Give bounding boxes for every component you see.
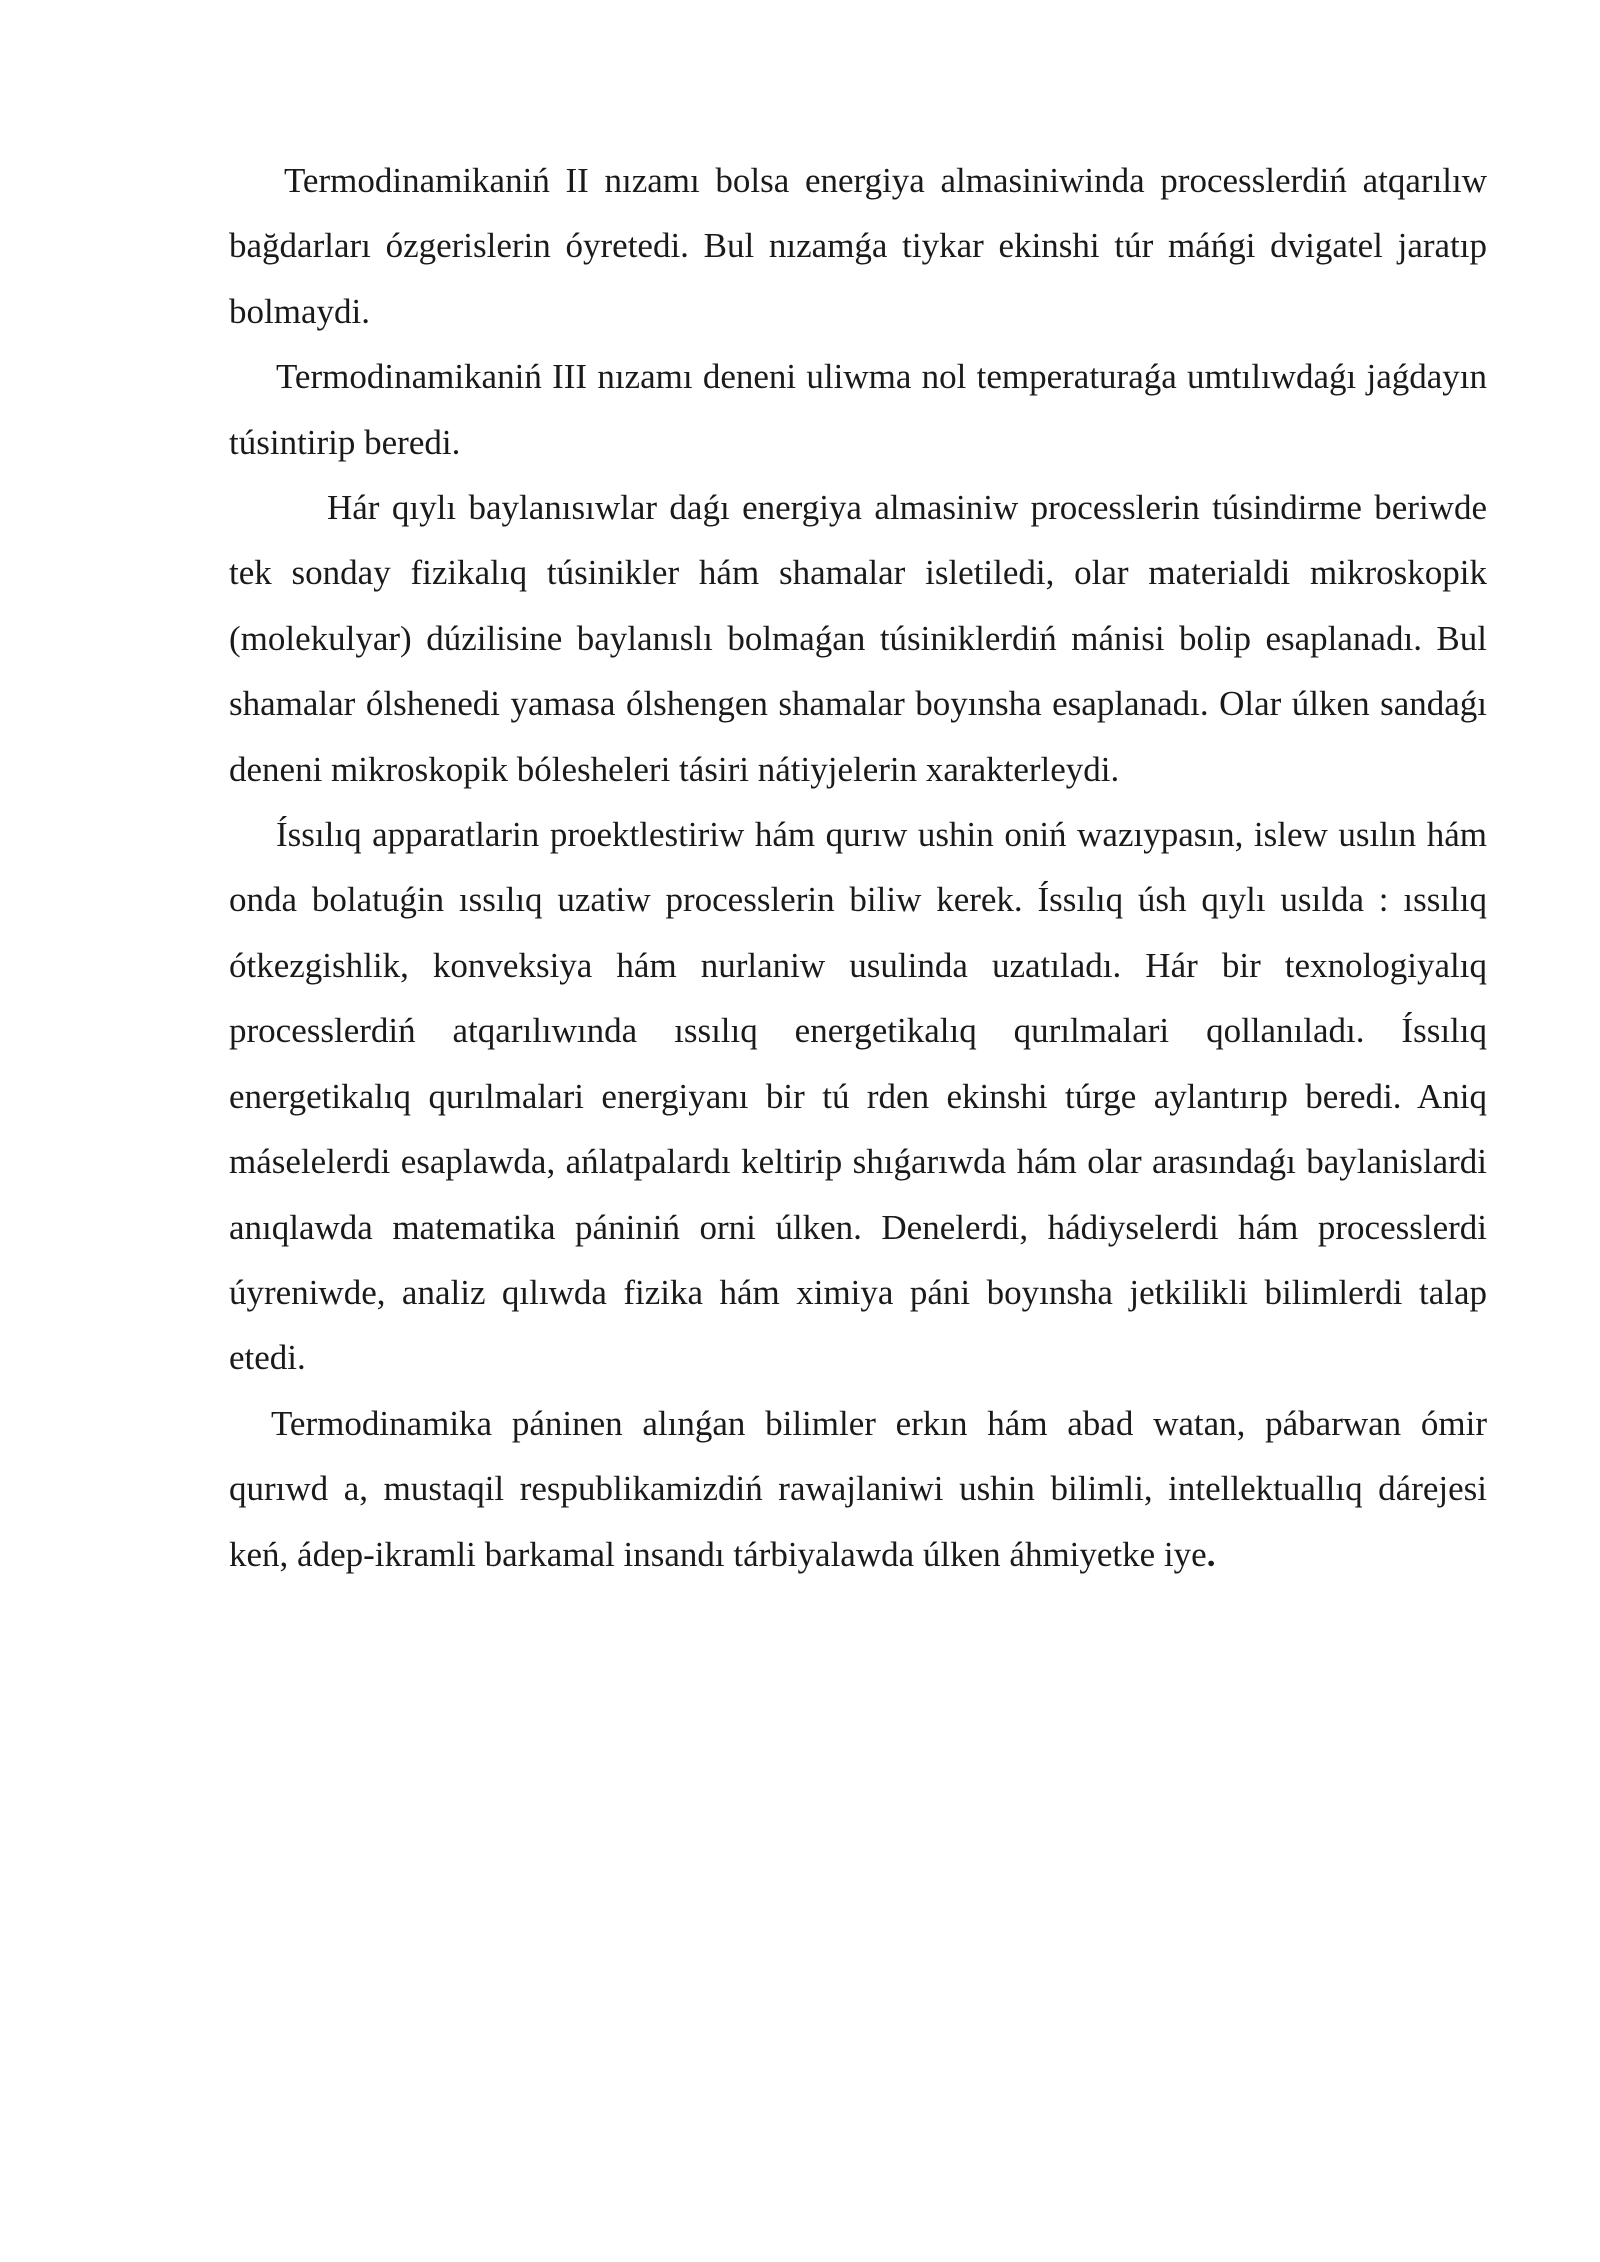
paragraph-third-law: Termodinamikaniń III nızamı deneni uliwma nol temperaturaǵa umtılıwdaǵı jaǵdayın túsintirip beredi. [229,357,1487,462]
paragraph-second-law: Termodinamikaniń II nızamı bolsa energiya almasiniwinda processlerdiń atqarılıw bağdarları ózgerislerin óyretedi. Bul nızamǵa tiykar ekinshi túr máńgi dvigatel jaratıp bolmaydi. [229,161,1487,331]
paragraph-physical-quantities: Hár qıylı baylanısıwlar daǵı energiya almasiniw processlerin túsindirme beriwde tek sonday fizikalıq túsinikler hám shamalar isletiledi, olar materialdi mikroskopik (molekulyar) dúzilisine baylanıslı bolmaǵan túsiniklerdiń mánisi bolip esaplanadı. Bul shamalar ólshenedi yamasa ólshengen shamalar boyınsha esaplanadı. Olar úlken sandaǵı deneni mikroskopik bólesheleri tásiri nátiyjelerin xarakterleydi. [229,488,1487,789]
body-text [229,148,1487,1587]
paragraph-importance-text: Termodinamika páninen alınǵan bilimler erkın hám abad watan, pábarwan ómir qurıwd a, mustaqil respublikamizdiń rawajlaniwi ushin bilimli, intellektuallıq dárejesi keń, ádep-ikramli barkamal insandı tárbiyalawda úlken áhmiyetke iye [229,1403,1487,1574]
paragraph-heat-transfer: Íssılıq apparatlarin proektlestiriw hám qurıw ushin oniń wazıypasın, islew usılın hám onda bolatuǵin ıssılıq uzatiw processlerin biliw kerek. Íssılıq úsh qıylı usılda : ıssılıq ótkezgishlik, konveksiya hám nurlaniw usulinda uzatıladı. Hár bir texnologiyalıq processlerdiń atqarılıwında ıssılıq energetikalıq qurılmalari qollanıladı. Íssılıq energetikalıq qurılmalari energiyanı bir tú rden ekinshi túrge aylantırıp beredi. Aniq máselelerdi esaplawda, ańlatpalardı keltirip shıǵarıwda hám olar arasındaǵı baylanislardi anıqlawda matematika pániniń orni úlken. Denelerdi, hádiyselerdi hám processlerdi úyreniwde, analiz qılıwda fizika hám ximiya páni boyınsha jetkilikli bilimlerdi talap etedi. [229,815,1487,1378]
paragraph-importance-end: . [1206,1534,1216,1574]
paragraph-importance [229,1391,1487,1587]
